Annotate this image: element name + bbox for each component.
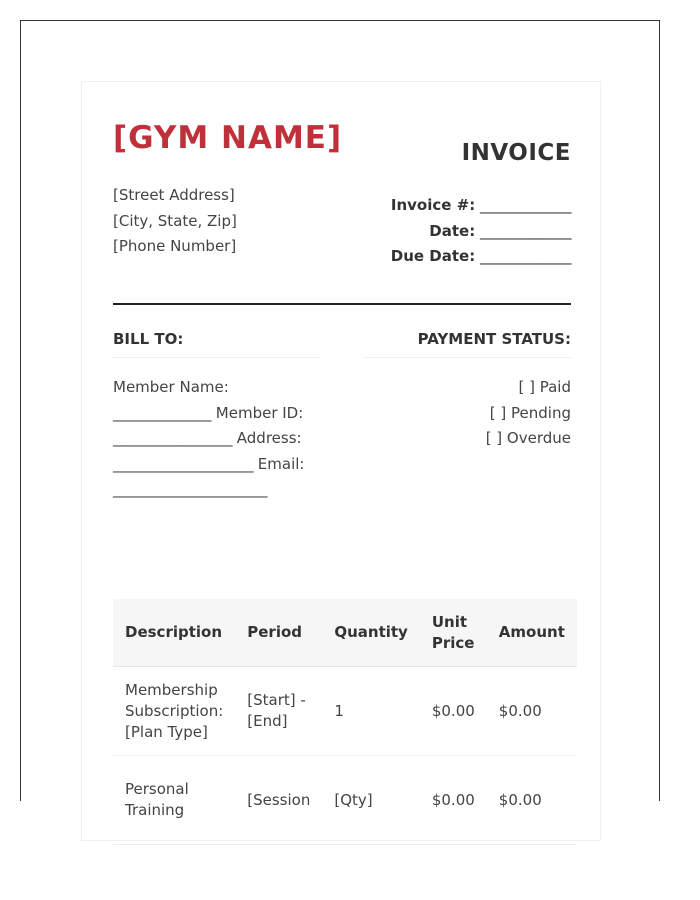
cell-amount: $0.00 — [487, 756, 577, 845]
header-divider — [113, 303, 571, 305]
member-id-label: Member ID: — [215, 403, 304, 422]
cell-period: [Session — [235, 756, 322, 845]
payment-status-heading: PAYMENT STATUS: — [363, 330, 571, 358]
member-name-label: Member Name: — [113, 378, 229, 396]
street-address: [Street Address] — [113, 186, 235, 204]
invoice-title: INVOICE — [461, 140, 571, 166]
cell-description: Membership Subscription: [Plan Type] — [113, 667, 235, 756]
city-state-zip: [City, State, Zip] — [113, 211, 237, 230]
status-pending-checkbox[interactable]: [ ] Pending — [489, 403, 571, 422]
due-date-label: Due Date: — [390, 247, 476, 265]
member-id-field[interactable]: _________________ — [113, 429, 232, 447]
due-date-field[interactable]: _____________ — [480, 247, 571, 265]
gym-name: [GYM NAME] — [113, 120, 343, 156]
invoice-number-label: Invoice #: — [390, 196, 476, 214]
cell-unit-price: $0.00 — [420, 756, 487, 845]
table-header-row — [113, 599, 577, 667]
date-row — [391, 219, 571, 245]
cell-period: [Start] - [End] — [235, 667, 322, 756]
status-overdue-checkbox[interactable]: [ ] Overdue — [485, 429, 571, 447]
member-name-field[interactable]: ______________ — [113, 403, 211, 422]
invoice-meta — [391, 193, 571, 270]
date-label: Date: — [429, 221, 476, 240]
status-paid-checkbox[interactable]: [ ] Paid — [518, 378, 571, 396]
page-frame — [20, 20, 660, 819]
column-header-quantity: Quantity — [322, 599, 420, 667]
line-items-table — [113, 599, 577, 845]
table-row — [113, 667, 577, 756]
cell-quantity: [Qty] — [322, 756, 420, 845]
email-label: Email: — [257, 454, 305, 473]
table-row — [113, 756, 577, 845]
column-header-amount: Amount — [487, 599, 577, 667]
invoice-sheet — [81, 81, 601, 841]
cell-amount: $0.00 — [487, 667, 577, 756]
bill-to-heading: BILL TO: — [113, 330, 321, 358]
column-header-unit-price: Unit Price — [420, 599, 487, 667]
due-date-row — [391, 244, 571, 270]
invoice-number-row — [391, 193, 571, 219]
address-label: Address: — [236, 429, 302, 447]
column-header-description: Description — [113, 599, 235, 667]
payment-status-options — [486, 375, 571, 452]
phone-number: [Phone Number] — [113, 237, 237, 255]
date-field[interactable]: _____________ — [480, 221, 571, 240]
column-header-period: Period — [235, 599, 322, 667]
email-field[interactable]: ______________________ — [113, 480, 267, 498]
address-field[interactable]: ____________________ — [113, 454, 253, 473]
bill-to-section — [113, 375, 328, 503]
cell-quantity: 1 — [322, 667, 420, 756]
invoice-number-field[interactable]: _____________ — [480, 196, 571, 214]
cell-description: Personal Training — [113, 756, 235, 845]
cell-unit-price: $0.00 — [420, 667, 487, 756]
gym-address — [113, 183, 237, 260]
